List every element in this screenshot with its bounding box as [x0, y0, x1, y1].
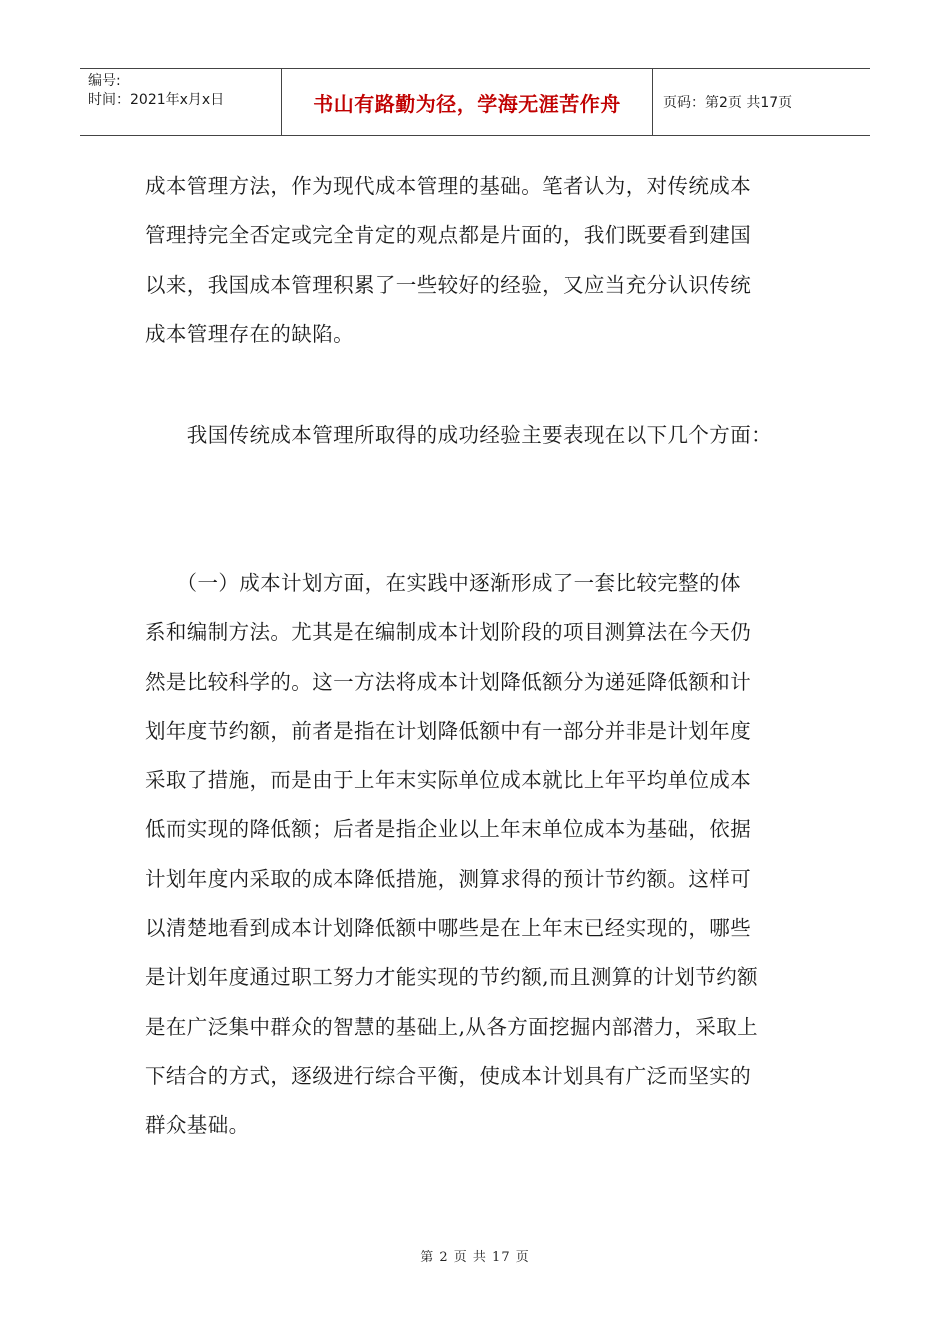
paragraph-cost-planning: [145, 559, 807, 1151]
text-line: 管理持完全否定或完全肯定的观点都是片面的，我们既要看到建国: [145, 223, 752, 248]
page-footer: 第 2 页 共 17 页: [420, 1250, 530, 1265]
paragraph-intro: [145, 162, 807, 359]
text-line: 划年度节约额，前者是指在计划降低额中有一部分并非是计划年度: [145, 718, 752, 743]
text-line: 以清楚地看到成本计划降低额中哪些是在上年末已经实现的，哪些: [145, 916, 752, 941]
text-line: 是在广泛集中群众的智慧的基础上,从各方面挖掘内部潜力，采取上: [145, 1014, 759, 1039]
text-line: 成本管理存在的缺陷。: [145, 321, 354, 346]
text-line: （一）成本计划方面，在实践中逐渐形成了一套比较完整的体: [145, 571, 741, 595]
text-line: 采取了措施，而是由于上年末实际单位成本就比上年平均单位成本: [145, 768, 752, 793]
text-line: 成本管理方法，作为现代成本管理的基础。笔者认为，对传统成本: [145, 174, 752, 198]
page-header: [80, 68, 870, 136]
header-page-info: 页码：第2页 共17页: [663, 95, 793, 111]
header-motto: 书山有路勤为径，学海无涯苦作舟: [282, 69, 653, 135]
header-meta: [80, 69, 282, 135]
paragraph-summary: [145, 411, 807, 460]
text-line: 群众基础。: [145, 1113, 250, 1138]
text-line: 然是比较科学的。这一方法将成本计划降低额分为递延降低额和计: [145, 669, 752, 694]
text-line: 我国传统成本管理所取得的成功经验主要表现在以下几个方面：: [145, 423, 772, 447]
text-line: 系和编制方法。尤其是在编制成本计划阶段的项目测算法在今天仍: [145, 620, 752, 645]
document-number-label: 编号:: [88, 73, 121, 89]
text-line: 是计划年度通过职工努力才能实现的节约额,而且测算的计划节约额: [145, 965, 759, 990]
document-date: 时间：2021年x月x日: [88, 92, 225, 108]
text-line: 以来，我国成本管理积累了一些较好的经验，又应当充分认识传统: [145, 272, 752, 297]
text-line: 计划年度内采取的成本降低措施，测算求得的预计节约额。这样可: [145, 866, 752, 891]
text-line: 下结合的方式，逐级进行综合平衡，使成本计划具有广泛而坚实的: [145, 1063, 752, 1088]
text-line: 低而实现的降低额；后者是指企业以上年末单位成本为基础，依据: [145, 817, 752, 842]
